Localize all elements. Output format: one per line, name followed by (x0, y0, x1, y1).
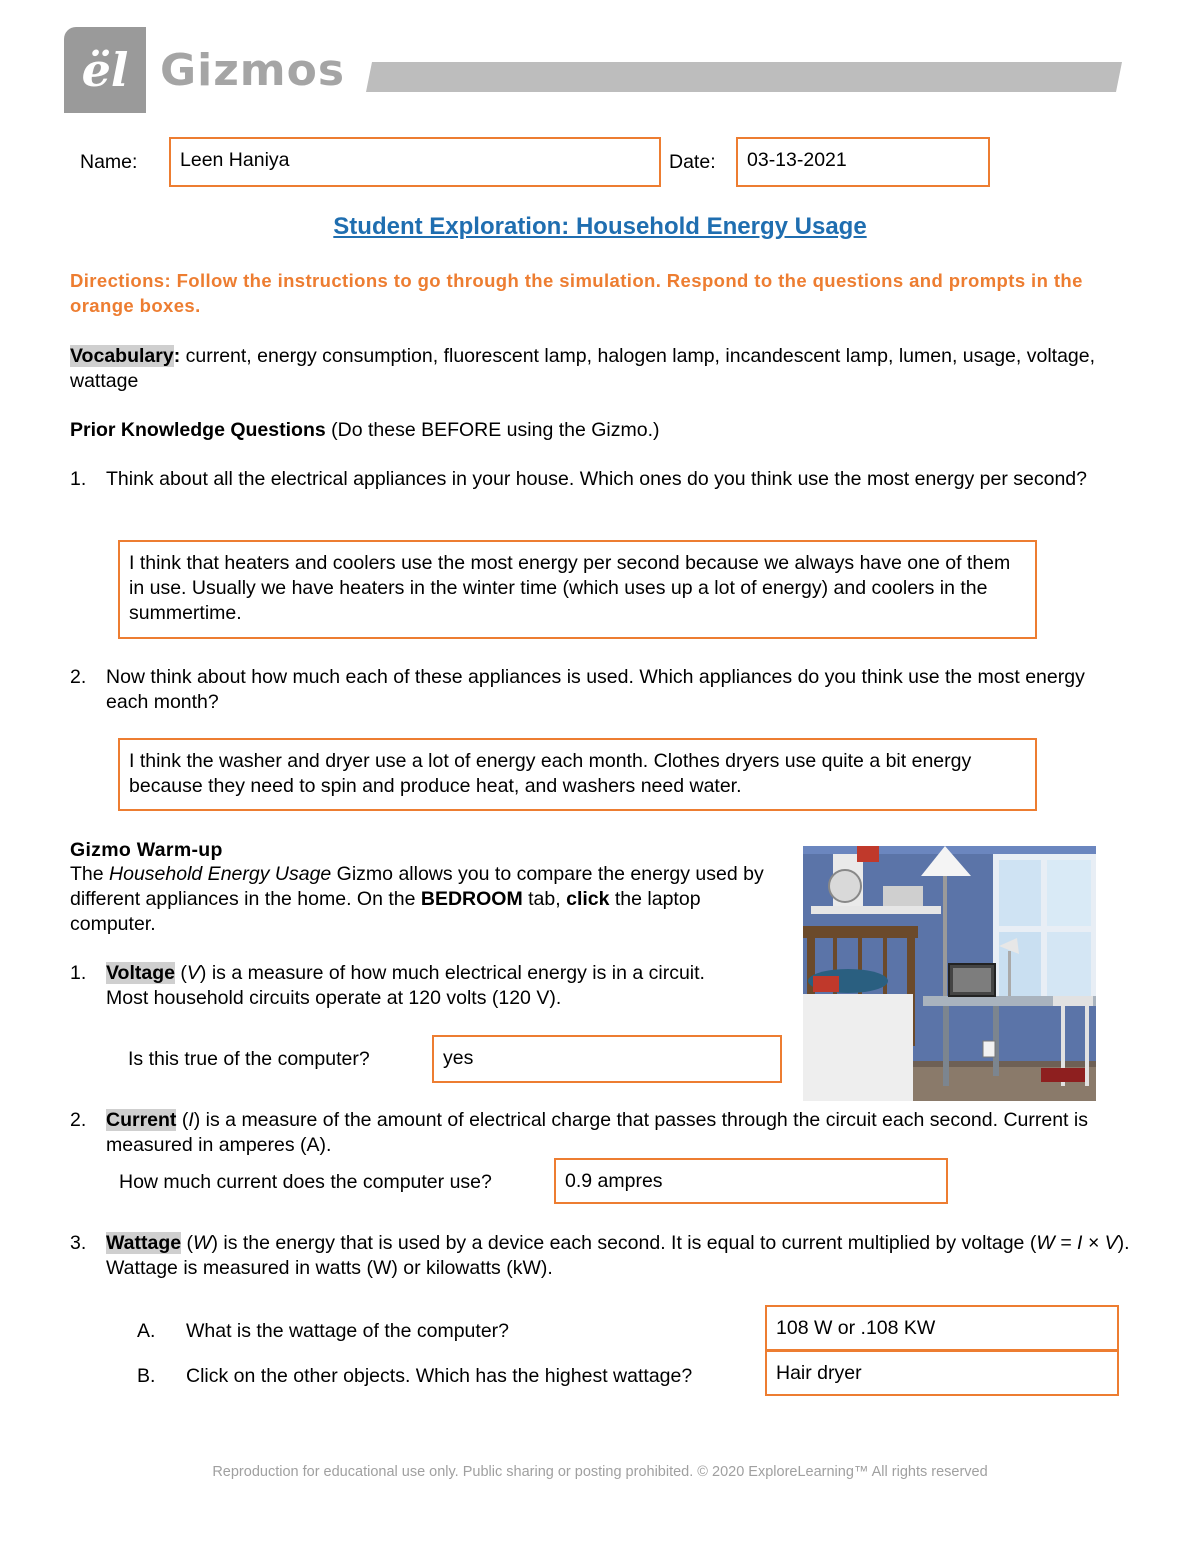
warmup-intro (70, 862, 770, 937)
vocabulary-paragraph (70, 344, 1132, 394)
q3-paren: ( (181, 1232, 194, 1254)
prior-knowledge-heading: Prior Knowledge Questions (70, 419, 326, 441)
current-symbol: I (188, 1109, 194, 1131)
warmup-heading: Gizmo Warm-up (70, 839, 223, 861)
warmup-q1-answer-box[interactable]: yes (432, 1035, 782, 1083)
prior-q2-answer-box[interactable]: I think the washer and dryer use a lot of energy each month. Clothes dryers use quite a bit energy because they need to spin and produce heat, and washers need water. (118, 738, 1037, 811)
q1-definition: ) is a measure of how much electrical energy is in a circuit. Most household circuits operate at 120 volts (120 V). (106, 962, 705, 1009)
q3-definition-1: ) is the energy that is used by a device each second. It is equal to current multiplied by voltage ( (211, 1232, 1037, 1254)
intro-click: click (566, 888, 610, 910)
warmup-qB-prompt: Click on the other objects. Which has the highest wattage? (186, 1365, 693, 1387)
date-label: Date: (669, 151, 716, 173)
voltage-term: Voltage (106, 962, 175, 984)
intro-gizmo-name: Household Energy Usage (109, 863, 332, 885)
wattage-term: Wattage (106, 1232, 182, 1254)
warmup-q1-text (106, 961, 716, 1011)
vocabulary-terms: current, energy consumption, fluorescent lamp, halogen lamp, incandescent lamp, lumen, usage, voltage, wattage (70, 345, 1096, 392)
warmup-q1-prompt: Is this true of the computer? (128, 1048, 370, 1070)
warmup-qA-prompt: What is the wattage of the computer? (186, 1320, 510, 1342)
q2-paren: ( (176, 1109, 189, 1131)
warmup-q2-number: 2. (70, 1109, 87, 1131)
warmup-q2-text (106, 1108, 1126, 1158)
page-title: Student Exploration: Household Energy Usage (333, 213, 867, 240)
warmup-q3-text (106, 1231, 1136, 1281)
intro-text-1: The (70, 863, 110, 885)
prior-q1-number: 1. (70, 468, 87, 490)
intro-text-3: tab, (522, 888, 567, 910)
warmup-qA-answer-box[interactable]: 108 W or .108 KW (765, 1305, 1119, 1351)
voltage-symbol: V (186, 962, 200, 984)
vocabulary-colon: : (173, 345, 181, 367)
warmup-q3-number: 3. (70, 1232, 87, 1254)
q1-paren: ( (174, 962, 187, 984)
footer-copyright: Reproduction for educational use only. Public sharing or posting prohibited. © 2020 ExploreLearning™ All rights reserved (212, 1464, 988, 1480)
name-label: Name: (80, 151, 138, 173)
q2-definition: ) is a measure of the amount of electrical charge that passes through the circuit each second. Current is measured in amperes (A). (106, 1109, 1088, 1156)
warmup-qB-answer-box[interactable]: Hair dryer (765, 1350, 1119, 1396)
prior-q2-number: 2. (70, 666, 87, 688)
wattage-formula: W = I × V (1036, 1232, 1118, 1254)
warmup-q2-answer-box[interactable]: 0.9 ampres (554, 1158, 948, 1204)
name-field[interactable]: Leen Haniya (169, 137, 661, 187)
vocabulary-label: Vocabulary (70, 345, 174, 367)
warmup-q1-number: 1. (70, 962, 87, 984)
bedroom-illustration (803, 846, 1096, 1101)
wattage-symbol: W (193, 1232, 212, 1254)
gizmos-wordmark: Gizmos (160, 45, 346, 96)
warmup-qB-letter: B. (137, 1365, 156, 1387)
prior-q1-answer-box[interactable]: I think that heaters and coolers use the most energy per second because we always have one of them in use. Usually we have heaters in the winter time (which uses up a lot of energy) and coolers in the summertime. (118, 540, 1037, 639)
prior-q2-text: Now think about how much each of these appliances is used. Which appliances do you think use the most energy each month? (106, 666, 1085, 713)
intro-text-2: Gizmo allows you to compare the energy used by different appliances in the home. On the (70, 863, 764, 910)
warmup-qA-letter: A. (137, 1320, 156, 1342)
intro-text-4: the laptop computer. (70, 888, 701, 935)
logo-glyph: ël (81, 43, 129, 97)
prior-q1-text: Think about all the electrical appliances in your house. Which ones do you think use the most energy per second? (106, 468, 1087, 490)
directions-text: Directions: Follow the instructions to go through the simulation. Respond to the questions and prompts in the orange boxes. (70, 270, 1083, 316)
prior-knowledge-note: (Do these BEFORE using the Gizmo.) (325, 419, 660, 441)
date-field[interactable]: 03-13-2021 (736, 137, 990, 187)
current-term: Current (106, 1109, 177, 1131)
warmup-q2-prompt: How much current does the computer use? (119, 1171, 492, 1193)
q3-definition-2: ). Wattage is measured in watts (W) or kilowatts (kW). (106, 1232, 1130, 1279)
intro-tab-name: BEDROOM (420, 888, 523, 910)
header-banner-bar (366, 62, 1122, 92)
prior-knowledge-heading-line (70, 418, 1132, 443)
explorelearning-logo (64, 27, 146, 113)
